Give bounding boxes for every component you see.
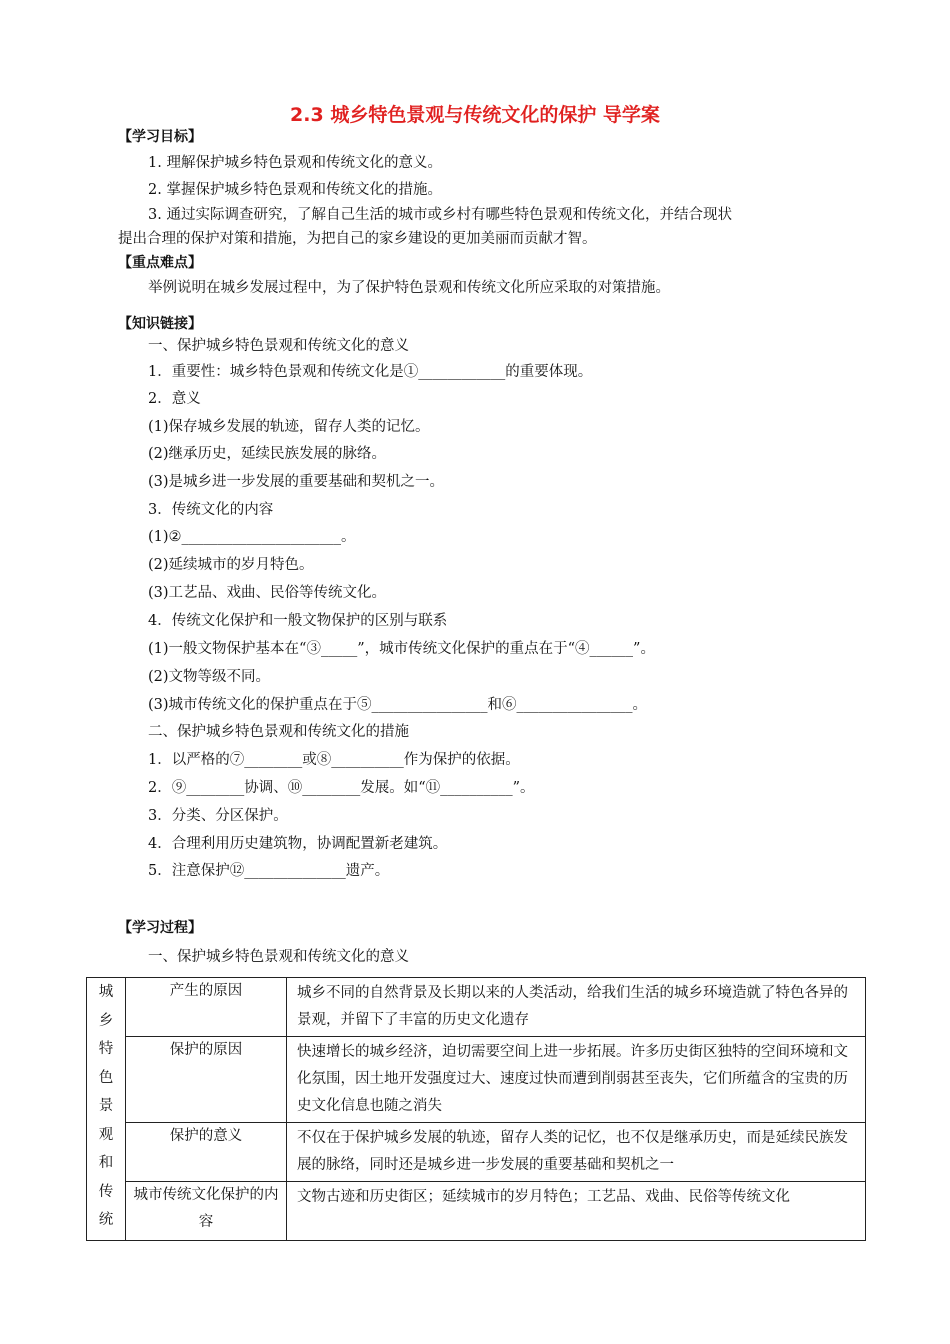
process-heading: 【学习过程】 <box>118 920 202 936</box>
knowledge-line: 5．注意保护⑫______________遗产。 <box>148 863 390 879</box>
knowledge-line: 3．传统文化的内容 <box>148 502 274 518</box>
side-char: 特 <box>98 1041 114 1057</box>
knowledge-line: (3)城市传统文化的保护重点在于⑤________________和⑥________________。 <box>148 697 648 713</box>
knowledge-line: 4．传统文化保护和一般文物保护的区别与联系 <box>148 613 448 629</box>
table-row <box>87 978 866 1037</box>
side-char: 城 <box>98 984 114 1000</box>
objective-item: 1. 理解保护城乡特色景观和传统文化的意义。 <box>148 155 442 171</box>
knowledge-line: (2)延续城市的岁月特色。 <box>148 557 314 573</box>
row-label: 城市传统文化保护的内容 <box>126 1182 287 1241</box>
knowledge-line: (2)继承历史，延续民族发展的脉络。 <box>148 446 387 462</box>
side-char: 观 <box>98 1126 114 1143</box>
knowledge-line: (3)是城乡进一步发展的重要基础和契机之一。 <box>148 474 445 490</box>
knowledge-section-title: 一、保护城乡特色景观和传统文化的意义 <box>148 338 409 354</box>
knowledge-heading: 【知识链接】 <box>118 316 202 332</box>
side-char: 色 <box>98 1069 114 1086</box>
row-label: 产生的原因 <box>126 978 287 1037</box>
row-content: 城乡不同的自然背景及长期以来的人类活动，给我们生活的城乡环境造就了特色各异的景观，并留下了丰富的历史文化遗存 <box>287 978 866 1037</box>
knowledge-line: 2．意义 <box>148 391 201 407</box>
knowledge-line: (3)工艺品、戏曲、民俗等传统文化。 <box>148 585 387 601</box>
side-char: 统 <box>98 1212 114 1228</box>
key-points-text: 举例说明在城乡发展过程中，为了保护特色景观和传统文化所应采取的对策措施。 <box>148 280 670 296</box>
row-label: 保护的意义 <box>126 1123 287 1182</box>
knowledge-section-title: 二、保护城乡特色景观和传统文化的措施 <box>148 724 409 740</box>
knowledge-line: 1．以严格的⑦________或⑧__________作为保护的依据。 <box>148 752 520 768</box>
knowledge-line: 1．重要性：城乡特色景观和传统文化是①____________的重要体现。 <box>148 364 593 380</box>
table-row <box>87 1182 866 1241</box>
side-char: 和 <box>98 1155 114 1171</box>
table-row <box>87 1037 866 1123</box>
row-label: 保护的原因 <box>126 1037 287 1123</box>
page-title: 2.3 城乡特色景观与传统文化的保护 导学案 <box>290 104 660 126</box>
side-char: 乡 <box>98 1012 114 1029</box>
table-row <box>87 1123 866 1182</box>
knowledge-line: 2．⑨________协调、⑩________发展。如“⑪__________”。 <box>148 780 535 796</box>
row-content: 快速增长的城乡经济，迫切需要空间上进一步拓展。许多历史街区独特的空间环境和文化氛围，因土地开发强度过大、速度过快而遭到削弱甚至丧失，它们所蕴含的宝贵的历史文化信息也随之消失 <box>287 1037 866 1123</box>
significance-table <box>86 977 866 1241</box>
process-subtitle: 一、保护城乡特色景观和传统文化的意义 <box>148 949 409 965</box>
knowledge-line: (1)②______________________。 <box>148 529 356 545</box>
side-char: 传 <box>98 1183 114 1200</box>
knowledge-line: (1)保存城乡发展的轨迹，留存人类的记忆。 <box>148 419 430 435</box>
row-content: 文物古迹和历史街区；延续城市的岁月特色；工艺品、戏曲、民俗等传统文化 <box>287 1182 866 1241</box>
knowledge-line: (2)文物等级不同。 <box>148 669 271 685</box>
objective-item: 3. 通过实际调查研究，了解自己生活的城市或乡村有哪些特色景观和传统文化，并结合现状 <box>148 207 732 223</box>
knowledge-line: (1)一般文物保护基本在“③_____”，城市传统文化保护的重点在于“④______”。 <box>148 641 655 657</box>
objectives-heading: 【学习目标】 <box>118 129 202 145</box>
key-points-heading: 【重点难点】 <box>118 255 202 271</box>
side-char: 景 <box>98 1098 114 1114</box>
knowledge-line: 4．合理利用历史建筑物，协调配置新老建筑。 <box>148 836 448 852</box>
knowledge-line: 3．分类、分区保护。 <box>148 808 288 824</box>
row-content: 不仅在于保护城乡发展的轨迹，留存人类的记忆，也不仅是继承历史，而是延续民族发展的脉络，同时还是城乡进一步发展的重要基础和契机之一 <box>287 1123 866 1182</box>
objective-item-continuation: 提出合理的保护对策和措施，为把自己的家乡建设的更加美丽而贡献才智。 <box>118 231 597 247</box>
objective-item: 2. 掌握保护城乡特色景观和传统文化的措施。 <box>148 182 442 198</box>
side-label-cell <box>87 978 126 1241</box>
